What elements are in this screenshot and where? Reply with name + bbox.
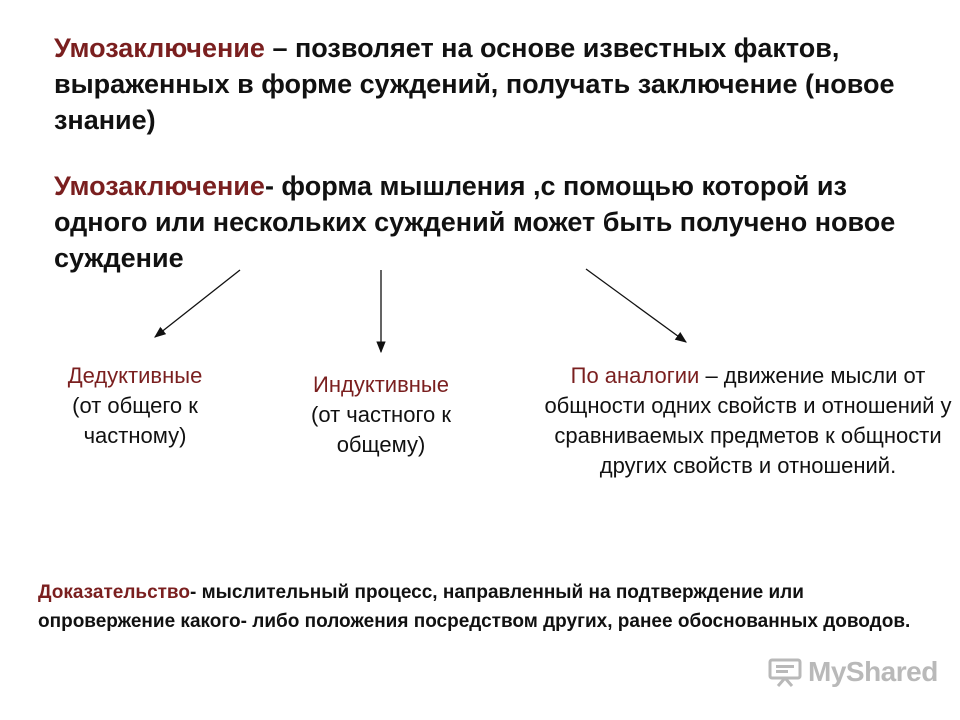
- deductive-name: Дедуктивные: [67, 363, 203, 388]
- type-inductive: [268, 370, 494, 460]
- proof-term: Доказательство: [38, 582, 190, 603]
- proof-text: - мыслительный процесс, направленный на подтверждение или опровержение какого- либо положения посредством других, ранее обоснованных доводов.: [38, 582, 911, 632]
- analogy-desc: – движение мысли от общности одних свойств и отношений у сравниваемых предметов к общности других свойств и отношений.: [544, 363, 952, 478]
- type-deductive: [20, 361, 250, 451]
- inductive-name: Индуктивные: [313, 372, 449, 397]
- deductive-desc: (от общего к частному): [72, 393, 198, 448]
- analogy-name: По аналогии: [570, 363, 700, 388]
- definition-1-term: Умозаключение: [54, 33, 265, 63]
- definition-1-text: – позволяет на основе известных фактов, выраженных в форме суждений, получать заключение (новое знание): [54, 33, 895, 135]
- definition-2-text: - форма мышления ,с помощью которой из одного или нескольких суждений может быть получено новое суждение: [54, 171, 896, 273]
- definition-2-term: Умозаключение: [54, 171, 265, 201]
- type-analogy: [528, 361, 960, 481]
- inductive-desc: (от частного к общему): [311, 402, 451, 457]
- definition-proof: [38, 578, 938, 636]
- watermark-text: MyShared: [808, 656, 938, 687]
- watermark: [768, 656, 938, 688]
- presentation-board-icon: [768, 657, 802, 687]
- arrow-to-analogy: [586, 269, 686, 342]
- arrow-to-deductive: [155, 270, 240, 337]
